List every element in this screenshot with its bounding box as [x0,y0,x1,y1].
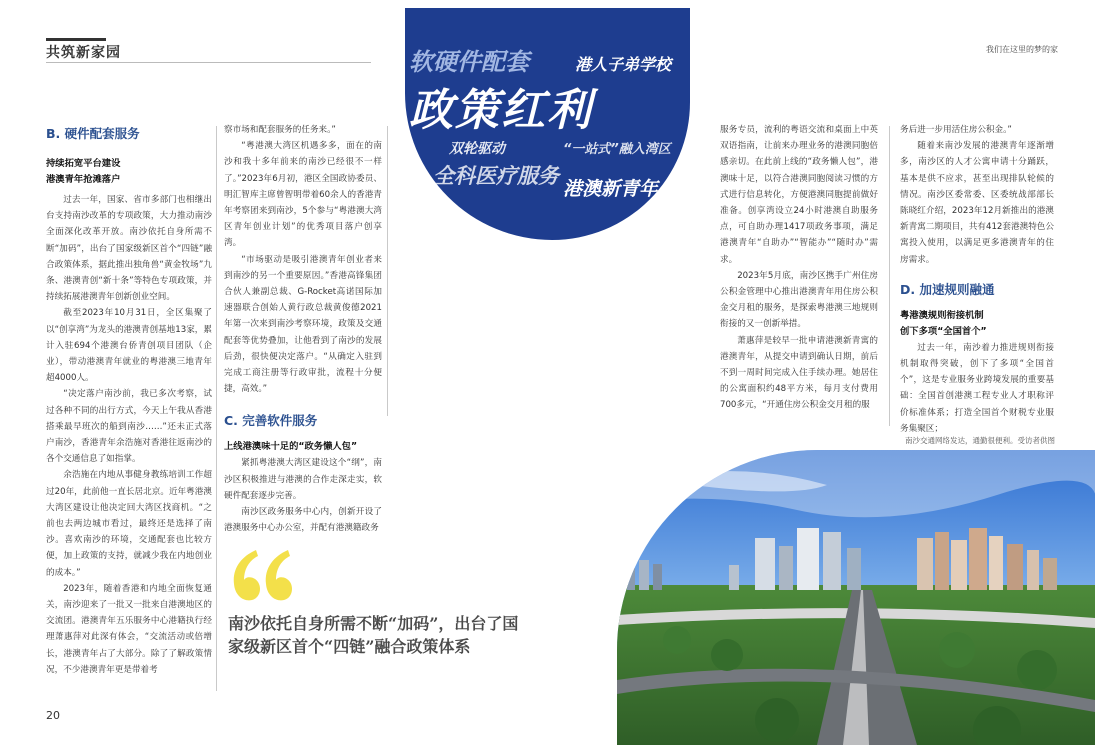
section-heading-d: D. 加速规则融通 [900,281,995,297]
city-photo [617,450,1095,745]
column-1 [46,124,212,678]
section-heading-c: C. 完善软件服务 [224,413,318,429]
paragraph: 2023年，随着香港和内地全面恢复通关，南沙迎来了一批又一批来自港澳地区的交流团。港澳青年五乐服务中心港籍执行经理萧惠萍对此深有体会，“交流活动或倍增长，港澳青年占了大部分。除了了解政策情况，不少港澳青年更是带着考 [46,583,212,675]
pull-quote: 南沙依托自身所需不断“加码”，出台了国家级新区首个“四链”融合政策体系 [228,614,519,656]
banner-keyword: 港人子弟学校 [575,55,672,74]
subheading: 持续拓宽平台建设 [46,158,121,169]
city-skyline-image [617,450,1095,745]
running-header: 我们在这里的梦的家 [986,45,1058,54]
paragraph: 过去一年，国家、省市多部门也相继出台支持南沙改革的专项政策，大力推动南沙全面深化改革开放。南沙依托自身所需不断“加码”，出台了国家级新区首个“四链”融合政策体系，据此推出独角兽“黄金牧场”九条、港澳青创“新十条”等特色专项政策，并持续拓展港澳青年创新创业空间。 [46,195,212,303]
section-rule [46,38,106,41]
paragraph: 察市场和配套服务的任务来。” [224,125,336,135]
paragraph: 服务专员，流利的粤语交流和桌面上中英双语指南，让前来办理业务的港澳同胞倍感亲切。在此前上线的“政务懒人包”，港澳味十足，以符合港澳同胞阅读习惯的方式进行信息转化，方便港澳同胞提前做好准备。创享湾设立24小时港澳自助服务点，可自助办理1417项政务事项，满足港澳青年“自助办”“智能办”“随时办”需求。 [720,125,878,265]
banner-title: 政策红利 [409,85,593,136]
paragraph: 截至2023年10月31日，全区集聚了以“创享湾”为龙头的港澳青创基地13家，累计入驻694个港澳台侨青创项目团队（企业），带动港澳青年就业的粤港澳三地青年超4000人。 [46,308,212,384]
paragraph: 紧抓粤港澳大湾区建设这个“纲”，南沙区积极推进与港澳的合作走深走实，软硬件配套逐步完善。 [224,458,382,501]
subheading: 上线港澳味十足的“政务懒人包” [224,441,358,453]
column-divider [387,126,388,416]
paragraph: 2023年5月底，南沙区携手广州住房公积金管理中心推出港澳青年用住房公积金交月租的服务，是探索粤港澳三地规则衔接的又一创新举措。 [720,270,878,330]
banner-keyword: 港澳新青年 [563,178,659,200]
quote-mark-icon [228,546,294,604]
subheading: 港澳青年抢滩落户 [46,174,121,185]
policy-banner [405,8,690,240]
banner-keyword: 双轮驱动 [449,141,505,157]
column-divider [216,126,217,691]
paragraph: 萧惠萍是较早一批申请港澳新青寓的港澳青年，从提交申请到确认日期，前后不到一周时间完成入住手续办理。她居住的公寓面积约48平方米，每月支付费用700多元，“开通住房公积金交月租的服 [720,335,878,411]
page-number: 20 [46,709,60,722]
banner-keyword: 全科医疗服务 [433,164,559,188]
subheading: 创下多项“全国首个” [900,325,987,337]
paragraph: 随着来南沙发展的港澳青年逐渐增多，南沙区的人才公寓申请十分踊跃，基本是供不应求，甚至出现排队轮候的情况。南沙区委常委、区委统战部部长陈晓红介绍，2023年12月新推出的港澳新青寓二期项目，共有412套港澳特色公寓投入使用，以满足更多港澳青年的住房需求。 [900,141,1054,265]
paragraph: “市场驱动是吸引港澳青年创业者来到南沙的另一个重要原因。”香港高锋集团合伙人兼副总裁、G-Rocket高诺国际加速器联合创始人黄行政总裁黄俊德2021年第一次来到南沙考察环境，政策及交通配套等优势叠加，让他看到了南沙的发展后劲，很快便决定落户。“从确定入驻到完成工商注册等行政审批，流程十分便捷，高效。” [224,254,382,395]
paragraph: 南沙区政务服务中心内，创新开设了港澳服务中心办公室，并配有港澳籍政务 [224,507,382,534]
paragraph: 余浩施在内地从事健身教练培训工作超过20年，此前他一直长居北京。近年粤港澳大湾区建设让他决定回大湾区找商机。“之前也去两边城市看过，最终还是选择了南沙。喜欢南沙的环境，交通配套也比较方便，加上政策的支持，就减少我在内地创业的成本。” [46,470,212,578]
section-underline [46,62,371,63]
column-4 [900,122,1054,437]
paragraph: 过去一年，南沙着力推进规则衔接机制取得突破，创下了多项“全国首个”，这是专业服务业跨境发展的重要基础：全国首创港澳工程专业人才职称评价标准体系；打造全国首个财税专业服务集聚区； [900,342,1054,434]
paragraph: “粤港澳大湾区机遇多多，面在的南沙和我十多年前来的南沙已经很不一样了。”2023年6月初，港区全国政协委员、明汇智库主席曾智明带着60余人的香港青年考察团来到南沙，5个参与“粤港澳大湾区青年创业计划”的优秀项目落户创享湾。 [224,141,382,249]
column-3 [720,122,878,414]
paragraph: “决定落户南沙前，我已多次考察，试过各种不同的出行方式，今天上午我从香港搭乘最早班次的船到南沙……”还未正式落户南沙，香港青年余浩施对香港往返南沙的各个交通信息了如指掌。 [46,389,212,465]
section-heading-b: B. 硬件配套服务 [46,126,140,141]
section-label: 共筑新家园 [46,45,121,61]
column-2 [224,122,382,536]
banner-keyword: 软硬件配套 [409,48,529,76]
column-divider [889,126,890,426]
paragraph: 务后进一步用活住房公积金。” [900,125,1012,135]
photo-caption: 南沙交通网络发达，通勤很便利。受访者供图 [905,436,1055,445]
subheading: 粤港澳规则衔接机制 [900,309,984,321]
banner-keyword: “一站式”融入湾区 [563,142,671,157]
